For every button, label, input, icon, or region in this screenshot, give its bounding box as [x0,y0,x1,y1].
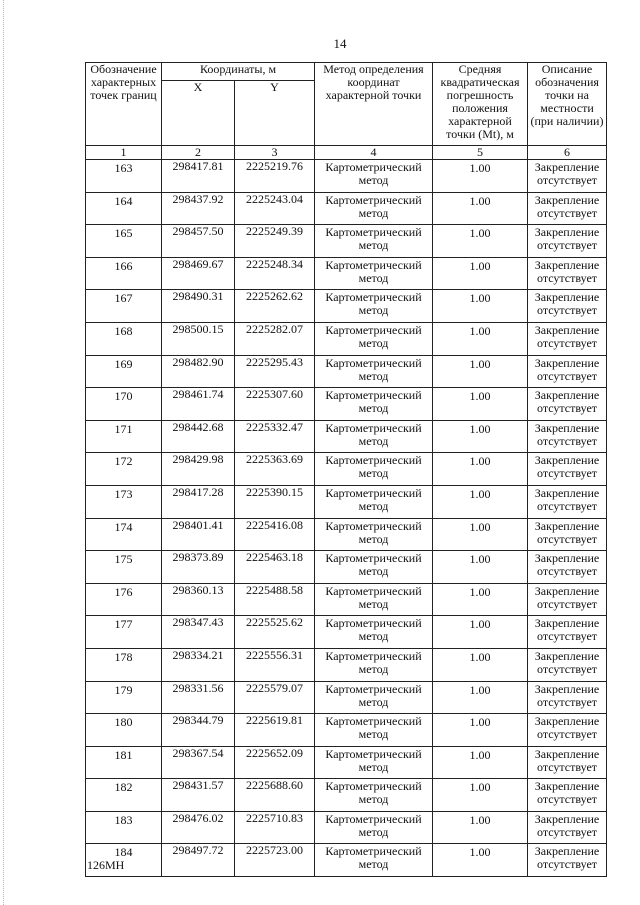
x-coordinate-cell: 298347.43 [162,616,235,649]
table-row [86,616,607,649]
method-cell: Картометрический метод [315,225,433,258]
point-designation-cell: 167 [86,290,162,323]
method-cell: Картометрический метод [315,746,433,779]
table-row [86,714,607,747]
scan-left-edge [3,0,5,905]
x-coordinate-cell: 298457.50 [162,225,235,258]
y-coordinate-cell: 2225262.62 [235,290,315,323]
y-coordinate-cell: 2225243.04 [235,192,315,225]
table-row [86,290,607,323]
table-row [86,192,607,225]
header-point-description: Описание обозначения точки на местности (при наличии) [528,63,607,146]
mean-square-error-cell: 1.00 [433,779,528,812]
point-designation-cell: 163 [86,160,162,193]
y-coordinate-cell: 2225619.81 [235,714,315,747]
x-coordinate-cell: 298497.72 [162,844,235,877]
mean-square-error-cell: 1.00 [433,811,528,844]
x-coordinate-cell: 298417.28 [162,485,235,518]
point-description-cell: Закрепление отсутствует [528,225,607,258]
mean-square-error-cell: 1.00 [433,160,528,193]
point-designation-cell: 180 [86,714,162,747]
table-row [86,779,607,812]
y-coordinate-cell: 2225652.09 [235,746,315,779]
point-designation-cell: 173 [86,485,162,518]
header-x: X [162,81,235,146]
column-number: 2 [162,146,235,160]
point-designation-cell: 176 [86,583,162,616]
method-cell: Картометрический метод [315,160,433,193]
mean-square-error-cell: 1.00 [433,551,528,584]
method-cell: Картометрический метод [315,192,433,225]
point-designation-cell: 182 [86,779,162,812]
point-designation-cell: 177 [86,616,162,649]
point-description-cell: Закрепление отсутствует [528,616,607,649]
mean-square-error-cell: 1.00 [433,844,528,877]
method-cell: Картометрический метод [315,583,433,616]
x-coordinate-cell: 298482.90 [162,355,235,388]
y-coordinate-cell: 2225688.60 [235,779,315,812]
point-designation-cell: 164 [86,192,162,225]
y-coordinate-cell: 2225525.62 [235,616,315,649]
y-coordinate-cell: 2225307.60 [235,388,315,421]
x-coordinate-cell: 298334.21 [162,648,235,681]
y-coordinate-cell: 2225723.00 [235,844,315,877]
table-row [86,322,607,355]
mean-square-error-cell: 1.00 [433,420,528,453]
method-cell: Картометрический метод [315,714,433,747]
x-coordinate-cell: 298490.31 [162,290,235,323]
x-coordinate-cell: 298500.15 [162,322,235,355]
point-designation-cell: 165 [86,225,162,258]
point-description-cell: Закрепление отсутствует [528,453,607,486]
y-coordinate-cell: 2225282.07 [235,322,315,355]
y-coordinate-cell: 2225710.83 [235,811,315,844]
point-designation-cell: 184 [86,844,162,877]
table-row [86,388,607,421]
table-row [86,453,607,486]
x-coordinate-cell: 298431.57 [162,779,235,812]
method-cell: Картометрический метод [315,485,433,518]
point-designation-cell: 168 [86,322,162,355]
method-cell: Картометрический метод [315,355,433,388]
point-designation-cell: 172 [86,453,162,486]
table-row [86,583,607,616]
point-description-cell: Закрепление отсутствует [528,192,607,225]
point-description-cell: Закрепление отсутствует [528,290,607,323]
y-coordinate-cell: 2225556.31 [235,648,315,681]
point-designation-cell: 183 [86,811,162,844]
x-coordinate-cell: 298437.92 [162,192,235,225]
point-designation-cell: 181 [86,746,162,779]
column-number: 3 [235,146,315,160]
method-cell: Картометрический метод [315,681,433,714]
x-coordinate-cell: 298344.79 [162,714,235,747]
mean-square-error-cell: 1.00 [433,648,528,681]
x-coordinate-cell: 298476.02 [162,811,235,844]
footer-document-code: 126МН [87,858,125,872]
table-row [86,355,607,388]
point-description-cell: Закрепление отсутствует [528,518,607,551]
table-row [86,551,607,584]
header-point-designation: Обозначение характерных точек границ [86,63,162,146]
method-cell: Картометрический метод [315,453,433,486]
table-row [86,420,607,453]
mean-square-error-cell: 1.00 [433,583,528,616]
mean-square-error-cell: 1.00 [433,192,528,225]
point-designation-cell: 171 [86,420,162,453]
mean-square-error-cell: 1.00 [433,388,528,421]
point-description-cell: Закрепление отсутствует [528,779,607,812]
table-row [86,225,607,258]
x-coordinate-cell: 298360.13 [162,583,235,616]
column-number-row [86,146,607,160]
point-designation-cell: 169 [86,355,162,388]
column-number: 6 [528,146,607,160]
mean-square-error-cell: 1.00 [433,322,528,355]
point-description-cell: Закрепление отсутствует [528,746,607,779]
x-coordinate-cell: 298442.68 [162,420,235,453]
y-coordinate-cell: 2225249.39 [235,225,315,258]
method-cell: Картометрический метод [315,257,433,290]
x-coordinate-cell: 298401.41 [162,518,235,551]
x-coordinate-cell: 298331.56 [162,681,235,714]
x-coordinate-cell: 298373.89 [162,551,235,584]
table-body [86,160,607,877]
point-description-cell: Закрепление отсутствует [528,485,607,518]
header-method: Метод определения координат характерной точки [315,63,433,146]
mean-square-error-cell: 1.00 [433,453,528,486]
mean-square-error-cell: 1.00 [433,746,528,779]
x-coordinate-cell: 298469.67 [162,257,235,290]
table-row [86,518,607,551]
point-description-cell: Закрепление отсутствует [528,322,607,355]
table-row [86,160,607,193]
mean-square-error-cell: 1.00 [433,225,528,258]
method-cell: Картометрический метод [315,844,433,877]
point-designation-cell: 175 [86,551,162,584]
y-coordinate-cell: 2225488.58 [235,583,315,616]
method-cell: Картометрический метод [315,322,433,355]
mean-square-error-cell: 1.00 [433,257,528,290]
column-number: 5 [433,146,528,160]
method-cell: Картометрический метод [315,811,433,844]
y-coordinate-cell: 2225579.07 [235,681,315,714]
table-row [86,746,607,779]
mean-square-error-cell: 1.00 [433,681,528,714]
mean-square-error-cell: 1.00 [433,518,528,551]
table-row [86,681,607,714]
table-row [86,257,607,290]
point-description-cell: Закрепление отсутствует [528,714,607,747]
point-description-cell: Закрепление отсутствует [528,355,607,388]
point-description-cell: Закрепление отсутствует [528,257,607,290]
table-row [86,844,607,877]
point-description-cell: Закрепление отсутствует [528,420,607,453]
point-designation-cell: 178 [86,648,162,681]
y-coordinate-cell: 2225363.69 [235,453,315,486]
mean-square-error-cell: 1.00 [433,485,528,518]
method-cell: Картометрический метод [315,388,433,421]
column-number: 1 [86,146,162,160]
method-cell: Картометрический метод [315,290,433,323]
column-number: 4 [315,146,433,160]
x-coordinate-cell: 298417.81 [162,160,235,193]
point-description-cell: Закрепление отсутствует [528,681,607,714]
x-coordinate-cell: 298461.74 [162,388,235,421]
point-designation-cell: 170 [86,388,162,421]
boundary-points-table [85,62,607,877]
method-cell: Картометрический метод [315,648,433,681]
x-coordinate-cell: 298429.98 [162,453,235,486]
point-description-cell: Закрепление отсутствует [528,160,607,193]
point-description-cell: Закрепление отсутствует [528,583,607,616]
method-cell: Картометрический метод [315,518,433,551]
point-designation-cell: 166 [86,257,162,290]
y-coordinate-cell: 2225295.43 [235,355,315,388]
point-description-cell: Закрепление отсутствует [528,388,607,421]
point-description-cell: Закрепление отсутствует [528,551,607,584]
page-number: 14 [333,36,347,51]
table-row [86,811,607,844]
mean-square-error-cell: 1.00 [433,714,528,747]
mean-square-error-cell: 1.00 [433,290,528,323]
point-description-cell: Закрепление отсутствует [528,648,607,681]
point-description-cell: Закрепление отсутствует [528,844,607,877]
table-row [86,648,607,681]
point-designation-cell: 174 [86,518,162,551]
method-cell: Картометрический метод [315,420,433,453]
point-designation-cell: 179 [86,681,162,714]
header-coordinates-group: Координаты, м [162,63,315,81]
y-coordinate-cell: 2225416.08 [235,518,315,551]
point-description-cell: Закрепление отсутствует [528,811,607,844]
header-y: Y [235,81,315,146]
x-coordinate-cell: 298367.54 [162,746,235,779]
method-cell: Картометрический метод [315,779,433,812]
method-cell: Картометрический метод [315,551,433,584]
header-mean-square-error: Средняя квадратическая погрешность положения характерной точки (Mt), м [433,63,528,146]
y-coordinate-cell: 2225248.34 [235,257,315,290]
y-coordinate-cell: 2225390.15 [235,485,315,518]
y-coordinate-cell: 2225463.18 [235,551,315,584]
y-coordinate-cell: 2225219.76 [235,160,315,193]
y-coordinate-cell: 2225332.47 [235,420,315,453]
mean-square-error-cell: 1.00 [433,355,528,388]
method-cell: Картометрический метод [315,616,433,649]
mean-square-error-cell: 1.00 [433,616,528,649]
table-row [86,485,607,518]
